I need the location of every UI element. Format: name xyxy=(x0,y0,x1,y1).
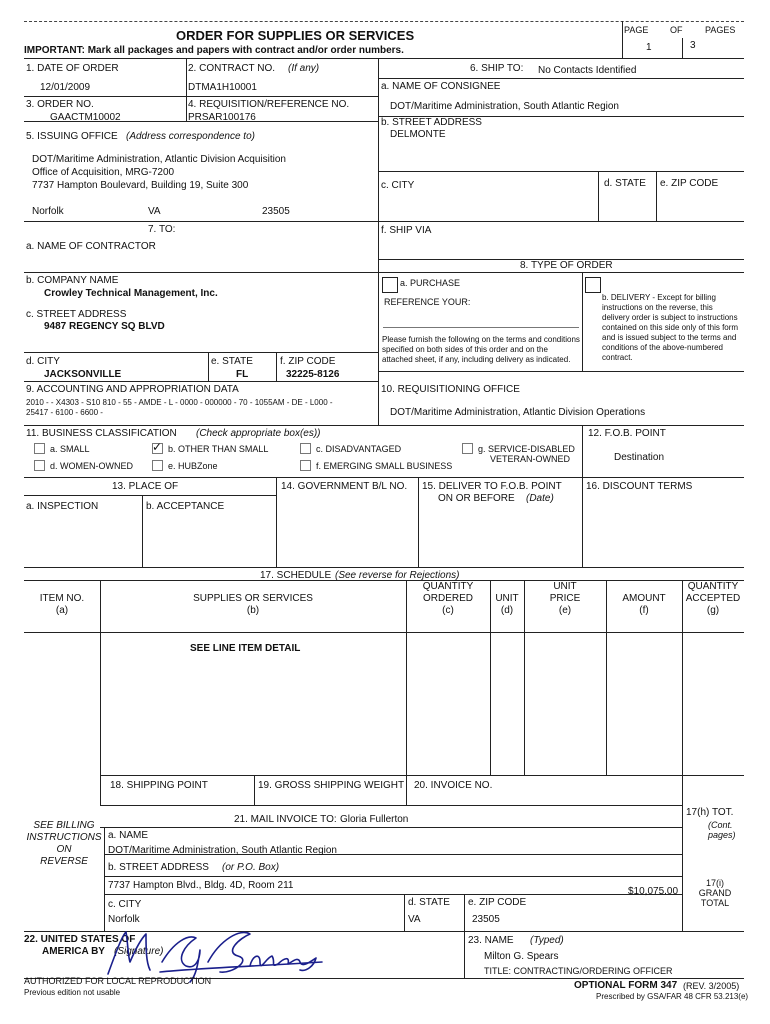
contract-no: DTMA1H10001 xyxy=(188,82,257,93)
purchase-note: Please furnish the following on the terms and conditions specified on both sides of this order and on the attached sheet, if any, including delivery as indicated. xyxy=(382,335,580,364)
previous-note: Previous edition not usable xyxy=(24,988,121,997)
rule xyxy=(186,58,187,121)
issuing-city: Norfolk xyxy=(32,206,64,217)
mail-zip-label: e. ZIP CODE xyxy=(468,897,527,908)
col-supplies-b: (b) xyxy=(246,605,260,616)
billing-2: INSTRUCTIONS xyxy=(26,832,102,843)
schedule-note: (See reverse for Rejections) xyxy=(335,570,460,581)
col-unit-price-2: PRICE xyxy=(549,593,581,604)
discount-label: 16. DISCOUNT TERMS xyxy=(586,481,693,492)
accounting-line1: 2010 - - X4303 - S10 810 - 55 - AMDE - L - 0000 - 000000 - 70 - 1055AM - DE - L000 - xyxy=(26,398,333,407)
rule xyxy=(24,221,744,222)
billing-4: REVERSE xyxy=(40,856,88,867)
rule xyxy=(404,894,405,931)
prescribed-note: Prescribed by GSA/FAR 48 CFR 53.213(e) xyxy=(596,992,749,1001)
rule xyxy=(24,381,378,382)
ship-city-label: c. CITY xyxy=(381,180,415,191)
signature-note: (Signature) xyxy=(114,946,164,957)
contractor-city-label: d. CITY xyxy=(26,356,60,367)
form-title: ORDER FOR SUPPLIES OR SERVICES xyxy=(176,28,415,43)
signer-name: Milton G. Spears xyxy=(484,951,559,962)
rule xyxy=(142,495,143,567)
rule xyxy=(378,371,379,425)
mail-invoice-to: Gloria Fullerton xyxy=(340,814,409,825)
contractor-zip-label: f. ZIP CODE xyxy=(280,356,336,367)
purchase-checkbox[interactable] xyxy=(382,277,398,293)
hubzone-label: e. HUBZone xyxy=(168,461,218,471)
order-no: GAACTM10002 xyxy=(50,112,121,123)
women-owned-checkbox[interactable] xyxy=(34,460,45,471)
contractor-street-label: c. STREET ADDRESS xyxy=(26,309,127,320)
consignee: DOT/Maritime Administration, South Atlantic Region xyxy=(390,101,619,112)
requisition-label: 4. REQUISITION/REFERENCE NO. xyxy=(188,99,350,110)
contractor-state: FL xyxy=(236,369,249,380)
rule xyxy=(208,352,209,381)
mail-street-label: b. STREET ADDRESS xyxy=(108,862,209,873)
col-price-e: (e) xyxy=(558,605,572,616)
pages-value: 3 xyxy=(690,40,696,51)
col-supplies: SUPPLIES OR SERVICES xyxy=(193,593,313,604)
accounting-label: 9. ACCOUNTING AND APPROPRIATION DATA xyxy=(26,384,239,395)
name-note: (Typed) xyxy=(530,935,564,946)
shipping-point-label: 18. SHIPPING POINT xyxy=(110,780,208,791)
total-label: 17(h) TOT. xyxy=(686,807,734,818)
small-checkbox[interactable] xyxy=(34,443,45,454)
rule xyxy=(418,477,419,567)
order-no-label: 3. ORDER NO. xyxy=(26,99,94,110)
ship-street: DELMONTE xyxy=(390,129,446,140)
other-than-small-label: b. OTHER THAN SMALL xyxy=(168,444,269,454)
rule xyxy=(24,352,378,353)
issuing-state: VA xyxy=(148,206,161,217)
delivery-note: b. DELIVERY - Except for billing instructions on the reverse, this delivery order is subject to instructions contained on this side only of this form and is issued subject to the terms and conditions of the above-numbered contract. xyxy=(602,293,739,362)
mail-city-label: c. CITY xyxy=(108,899,142,910)
women-owned-label: d. WOMEN-OWNED xyxy=(50,461,133,471)
issuing-line3: 7737 Hampton Boulevard, Building 19, Suite 300 xyxy=(32,180,249,191)
fob-label: 12. F.O.B. POINT xyxy=(588,428,666,439)
name-label: 23. NAME xyxy=(468,935,514,946)
billing-3: ON xyxy=(56,844,72,855)
ship-zip-label: e. ZIP CODE xyxy=(660,178,719,189)
rule xyxy=(104,827,105,931)
service-disabled-checkbox[interactable] xyxy=(462,443,473,454)
date-of-order-label: 1. DATE OF ORDER xyxy=(26,63,119,74)
rule xyxy=(24,96,378,97)
gov-bl-label: 14. GOVERNMENT B/L NO. xyxy=(281,481,408,492)
col-qty-ordered-2: ORDERED xyxy=(422,593,473,604)
optional-form: OPTIONAL FORM 347 xyxy=(574,980,678,991)
of-label: OF xyxy=(670,25,683,35)
col-item-no: ITEM NO. xyxy=(39,593,85,604)
mail-state-label: d. STATE xyxy=(408,897,450,908)
authorized-note: AUTHORIZED FOR LOCAL REPRODUCTION xyxy=(24,976,212,986)
requisitioning-office: DOT/Maritime Administration, Atlantic Division Operations xyxy=(390,407,646,418)
ship-to-label: 6. SHIP TO: xyxy=(470,63,524,74)
service-disabled-label-2: VETERAN-OWNED xyxy=(490,454,571,464)
grand-total-label-2: GRAND xyxy=(698,888,732,898)
reference-label: REFERENCE YOUR: xyxy=(384,297,471,307)
important-note: IMPORTANT: Mark all packages and papers with contract and/or order numbers. xyxy=(24,45,404,56)
rule xyxy=(24,58,744,59)
rule xyxy=(104,894,682,895)
deliver-label-2: ON OR BEFORE xyxy=(438,493,515,504)
hubzone-checkbox[interactable] xyxy=(152,460,163,471)
col-qty-accepted-1: QUANTITY xyxy=(687,581,739,592)
rule xyxy=(24,495,276,496)
contractor-zip: 32225-8126 xyxy=(286,369,340,380)
consignee-label: a. NAME OF CONSIGNEE xyxy=(381,81,501,92)
page-value: 1 xyxy=(646,42,652,53)
line-item-detail: SEE LINE ITEM DETAIL xyxy=(190,643,301,654)
rule xyxy=(464,931,465,978)
rule xyxy=(24,272,744,273)
disadvantaged-label: c. DISADVANTAGED xyxy=(316,444,402,454)
contractor-state-label: e. STATE xyxy=(211,356,253,367)
rule xyxy=(100,775,744,776)
issuing-line2: Office of Acquisition, MRG-7200 xyxy=(32,167,175,178)
emerging-checkbox[interactable] xyxy=(300,460,311,471)
business-label: 11. BUSINESS CLASSIFICATION xyxy=(26,428,177,439)
signature-strokes xyxy=(108,932,322,982)
deliver-date-note: (Date) xyxy=(526,493,554,504)
issuing-zip: 23505 xyxy=(262,206,290,217)
signer-title: TITLE: CONTRACTING/ORDERING OFFICER xyxy=(484,966,673,976)
us-label-2: AMERICA BY xyxy=(42,946,105,957)
page-box-divider-2 xyxy=(682,38,683,58)
col-unit-d: (d) xyxy=(500,605,514,616)
rule xyxy=(656,171,657,221)
col-qty-c: (c) xyxy=(442,605,454,616)
contractor-label: a. NAME OF CONTRACTOR xyxy=(26,241,156,252)
revision: (REV. 3/2005) xyxy=(683,981,740,991)
mail-invoice-label: 21. MAIL INVOICE TO: xyxy=(234,814,337,825)
total-cont-1: (Cont. xyxy=(708,820,733,830)
checkmark-icon: ✓ xyxy=(152,440,163,454)
rule xyxy=(276,352,277,381)
contract-no-label: 2. CONTRACT NO. xyxy=(188,63,276,74)
col-amount-f: (f) xyxy=(639,605,649,616)
rule xyxy=(100,827,682,828)
delivery-checkbox[interactable] xyxy=(585,277,601,293)
rule xyxy=(276,477,277,567)
grand-total-label-3: TOTAL xyxy=(700,898,730,908)
ship-street-label: b. STREET ADDRESS xyxy=(381,117,482,128)
col-item-a: (a) xyxy=(55,605,69,616)
ship-via-label: f. SHIP VIA xyxy=(381,225,432,236)
rule xyxy=(682,580,683,931)
mail-zip: 23505 xyxy=(472,914,500,925)
acceptance-label: b. ACCEPTANCE xyxy=(146,501,225,512)
purchase-label: a. PURCHASE xyxy=(400,278,461,288)
rule xyxy=(24,425,744,426)
company-label: b. COMPANY NAME xyxy=(26,275,119,286)
business-note: (Check appropriate box(es)) xyxy=(196,428,321,439)
disadvantaged-checkbox[interactable] xyxy=(300,443,311,454)
gross-weight-label: 19. GROSS SHIPPING WEIGHT xyxy=(258,780,405,791)
contractor-street: 9487 REGENCY SQ BLVD xyxy=(44,321,165,332)
rule xyxy=(24,567,744,568)
rule xyxy=(378,78,744,79)
rule xyxy=(378,371,744,372)
fob-value: Destination xyxy=(614,452,665,463)
service-disabled-label-1: g. SERVICE-DISABLED xyxy=(478,444,575,454)
contract-no-note: (If any) xyxy=(288,63,320,74)
company-name: Crowley Technical Management, Inc. xyxy=(44,288,218,299)
col-unit-price-1: UNIT xyxy=(553,581,577,592)
mail-street: 7737 Hampton Blvd., Bldg. 4D, Room 211 xyxy=(108,880,294,891)
col-qty-ordered-1: QUANTITY xyxy=(422,581,474,592)
to-label: 7. TO: xyxy=(148,224,176,235)
us-label-1: 22. UNITED STATES OF xyxy=(24,934,136,945)
issuing-office-note: (Address correspondence to) xyxy=(126,131,255,142)
rule xyxy=(378,58,379,371)
mail-street-note: (or P.O. Box) xyxy=(222,862,280,873)
accounting-line2: 25417 - 6100 - 6600 - xyxy=(26,408,103,417)
small-label: a. SMALL xyxy=(50,444,90,454)
invoice-no-label: 20. INVOICE NO. xyxy=(414,780,493,791)
pages-label: PAGES xyxy=(705,25,736,35)
grand-total-label-1: 17(i) xyxy=(705,878,724,888)
mail-name: DOT/Maritime Administration, South Atlantic Region xyxy=(108,845,337,856)
schedule-label: 17. SCHEDULE xyxy=(260,570,332,581)
rule xyxy=(582,477,583,567)
rule xyxy=(378,171,744,172)
rule xyxy=(24,477,744,478)
grand-total-value: $10,075.00 xyxy=(628,886,679,897)
ship-to-value: No Contacts Identified xyxy=(538,65,637,76)
rule xyxy=(582,272,583,371)
emerging-label: f. EMERGING SMALL BUSINESS xyxy=(316,461,453,471)
rule xyxy=(254,775,255,805)
ship-state-label: d. STATE xyxy=(604,178,646,189)
rule xyxy=(104,876,682,877)
col-unit: UNIT xyxy=(495,593,519,604)
total-cont-2: pages) xyxy=(708,830,736,840)
requisitioning-label: 10. REQUISITIONING OFFICE xyxy=(381,384,520,395)
date-of-order: 12/01/2009 xyxy=(40,82,91,93)
page-box-divider xyxy=(622,21,623,58)
col-amount: AMOUNT xyxy=(622,593,666,604)
rule xyxy=(383,327,579,328)
mail-state: VA xyxy=(408,914,421,925)
issuing-line1: DOT/Maritime Administration, Atlantic Division Acquisition xyxy=(32,154,286,165)
top-dashed-rule xyxy=(24,21,744,22)
issuing-office-label: 5. ISSUING OFFICE xyxy=(26,131,118,142)
deliver-label-1: 15. DELIVER TO F.O.B. POINT xyxy=(422,481,562,492)
place-of-label: 13. PLACE OF xyxy=(112,481,179,492)
requisition-no: PRSAR100176 xyxy=(188,112,256,123)
rule xyxy=(582,425,583,477)
mail-city: Norfolk xyxy=(108,914,140,925)
mail-name-label: a. NAME xyxy=(108,830,149,841)
type-of-order-label: 8. TYPE OF ORDER xyxy=(520,260,613,271)
rule xyxy=(598,171,599,221)
billing-1: SEE BILLING xyxy=(33,820,95,831)
col-accepted-g: (g) xyxy=(706,605,720,616)
rule xyxy=(24,632,744,633)
rule xyxy=(464,894,465,931)
contractor-city: JACKSONVILLE xyxy=(44,369,122,380)
col-qty-accepted-2: ACCEPTED xyxy=(685,593,741,604)
rule xyxy=(100,805,682,806)
inspection-label: a. INSPECTION xyxy=(26,501,99,512)
page-label: PAGE xyxy=(624,25,649,35)
